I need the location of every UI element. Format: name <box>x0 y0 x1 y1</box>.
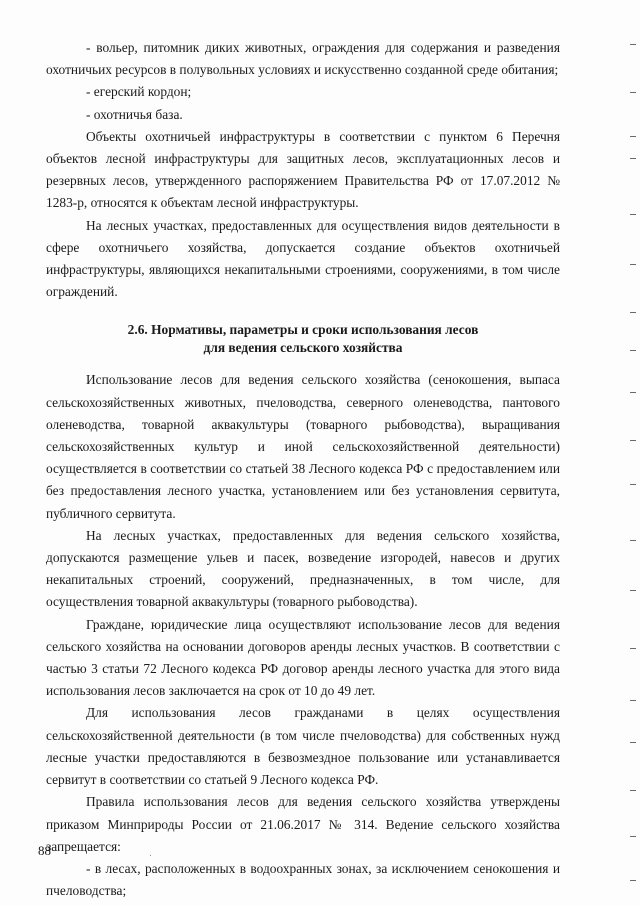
paragraph-citizen-use: Для использования лесов гражданами в целях осуществления сельскохозяйственной деятельности (в том числе пчеловодства) для собственных нужд лесные участки предоставляются в безвозмездное пользование или устанавливается сервитут в соответствии со статьей 9 Лесного кодекса РФ. <box>46 705 560 788</box>
paragraph-bullet-cordon: - егерский кордон; <box>86 84 192 100</box>
section-heading-line-1: 2.6. Нормативы, параметры и сроки использования лесов <box>127 322 479 338</box>
section-heading-line-2: для ведения сельского хозяйства <box>203 340 403 356</box>
scan-speck <box>150 855 151 856</box>
paragraph-bullet-enclosure: - вольер, питомник диких животных, ограждения для содержания и разведения охотничьих ресурсов в полувольных условиях и искусственно созданной среде обитания; <box>46 40 560 78</box>
paragraph-hunting-plots: На лесных участках, предоставленных для осуществления видов деятельности в сфере охотничьего хозяйства, допускается создание объектов охотничьей инфраструктуры, являющихся некапитальными строениями, сооружениями, в том числе ограждений. <box>46 217 560 300</box>
paragraph-agriculture-use: Использование лесов для ведения сельского хозяйства (сенокошения, выпаса сельскохозяйственных животных, пчеловодства, северного оленеводства, пантового оленеводства, товарной аквакультуры (товарного рыбоводства), выращивания сельскохозяйственных культур и иной сельскохозяйственной деятельности) осуществляется в соответствии со статьей 38 Лесного кодекса РФ с предоставлением или без предоставления лесного участка, установлением или без установления сервитута, публичного сервитута. <box>46 372 560 521</box>
paragraph-hunting-infrastructure: Объекты охотничьей инфраструктуры в соответствии с пунктом 6 Перечня объектов лесной инфраструктуры для защитных лесов, эксплуатационных лесов и резервных лесов, утвержденного распоряжением Правительства РФ от 17.07.2012 № 1283-р, относятся к объектам лесной инфраструктуры. <box>46 128 560 211</box>
section-heading <box>46 321 560 357</box>
paragraph-lease-terms: Граждане, юридические лица осуществляют использование лесов для ведения сельского хозяйства на основании договоров аренды лесных участков. В соответствии с частью 3 статьи 72 Лесного кодекса РФ договор аренды лесного участка для этого вида использования лесов заключается на срок от 10 до 49 лет. <box>46 616 560 699</box>
paragraph-rules-order: Правила использования лесов для ведения сельского хозяйства утверждены приказом Минприроды России от 21.06.2017 № 314. Ведение сельского хозяйства запрещается: <box>46 794 560 854</box>
scan-edge-marks <box>620 0 640 905</box>
paragraph-bullet-hunting-base: - охотничья база. <box>86 106 183 122</box>
page-number: 88 <box>38 843 51 858</box>
paragraph-bullet-water-zones: - в лесах, расположенных в водоохранных зонах, за исключением сенокошения и пчеловодства; <box>46 860 560 899</box>
paragraph-agriculture-plots: На лесных участках, предоставленных для ведения сельского хозяйства, допускаются размещение ульев и пасек, возведение изгородей, навесов и других некапитальных строений, сооружений, предназначенных, в том числе, для осуществления товарной аквакультуры (товарного рыбоводства). <box>46 527 560 610</box>
document-body <box>46 37 560 902</box>
